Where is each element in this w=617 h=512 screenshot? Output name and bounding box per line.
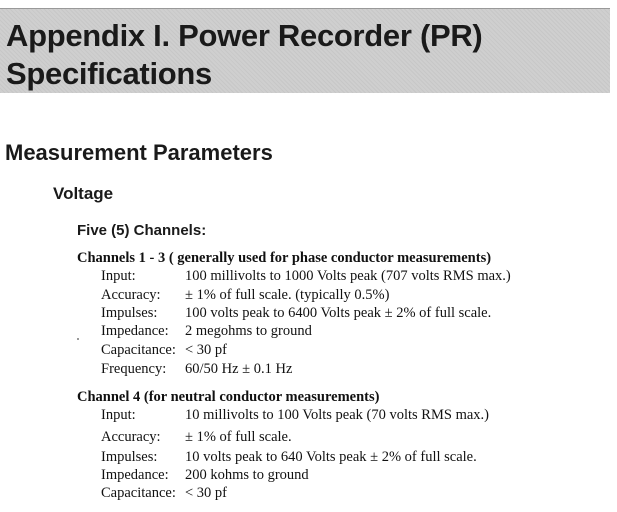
subsection-heading: Voltage [53,184,114,203]
spec-value: 200 kohms to ground [185,467,309,483]
spec-row [101,305,491,322]
spec-row [101,449,477,466]
spec-label: Input: [101,268,136,284]
spec-label: Accuracy: [101,287,161,303]
spec-label: Accuracy: [101,429,161,445]
page-title-line-1: Appendix I. Power Recorder (PR) [6,18,483,53]
spec-label: Impulses: [101,449,158,465]
section-heading: Measurement Parameters [5,140,273,165]
spec-row [101,342,227,359]
speck [77,338,79,340]
spec-value: 100 volts peak to 6400 Volts peak ± 2% of full scale. [185,305,492,321]
spec-row [101,268,511,285]
spec-value: 10 millivolts to 100 Volts peak (70 volts RMS max.) [185,407,489,423]
spec-label: Impedance: [101,467,169,483]
spec-row [101,323,312,340]
spec-value: ± 1% of full scale. (typically 0.5%) [185,287,390,303]
group-heading-channel-4: Channel 4 (for neutral conductor measurements) [77,389,380,405]
spec-value: 2 megohms to ground [185,323,312,339]
spec-value: 10 volts peak to 640 Volts peak ± 2% of full scale. [185,449,477,465]
spec-value: ± 1% of full scale. [185,429,292,445]
spec-value: 60/50 Hz ± 0.1 Hz [185,361,293,377]
spec-label: Input: [101,407,136,423]
spec-value: < 30 pf [185,485,228,501]
spec-label: Impulses: [101,305,158,321]
channels-heading: Five (5) Channels: [77,222,207,239]
spec-row [101,407,489,424]
group-heading-channels-1-3: Channels 1 - 3 ( generally used for phase conductor measurements) [77,250,492,266]
spec-value: < 30 pf [185,342,228,358]
spec-label: Capacitance: [101,342,176,358]
spec-value: 100 millivolts to 1000 Volts peak (707 volts RMS max.) [185,268,511,284]
spec-row [101,485,227,502]
spec-row [101,429,292,446]
page-title-line-2: Specifications [6,56,212,91]
spec-row [101,361,292,378]
spec-label: Capacitance: [101,485,176,501]
spec-label: Impedance: [101,323,169,339]
spec-row [101,287,389,304]
spec-row [101,467,309,484]
spec-label: Frequency: [101,361,167,377]
